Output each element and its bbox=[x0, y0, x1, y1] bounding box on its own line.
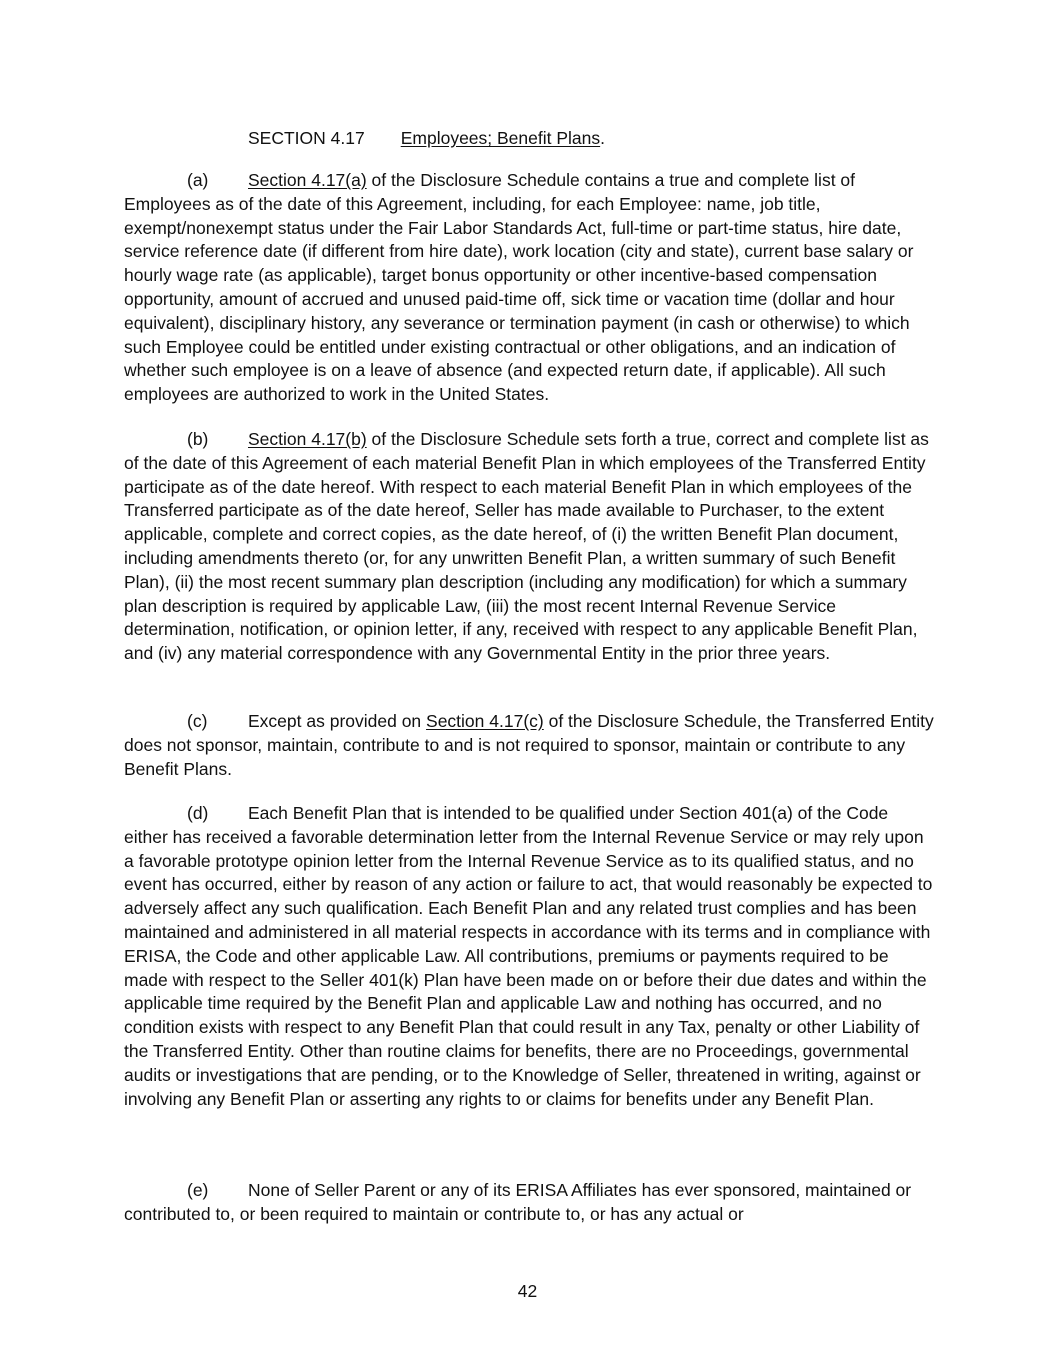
paragraph-c-pre-text: Except as provided on bbox=[248, 711, 427, 731]
section-number: SECTION 4.17 bbox=[248, 128, 365, 148]
paragraph-c bbox=[124, 710, 934, 781]
section-title: Employees; Benefit Plans bbox=[400, 128, 601, 148]
paragraph-b bbox=[124, 428, 934, 666]
paragraph-c-section-ref: Section 4.17(c) bbox=[426, 711, 544, 731]
paragraph-d-label: (d) bbox=[187, 803, 209, 823]
paragraph-d bbox=[124, 802, 934, 1111]
paragraph-b-section-ref: Section 4.17(b) bbox=[248, 429, 367, 449]
paragraph-c-label: (c) bbox=[187, 711, 208, 731]
section-heading bbox=[248, 126, 605, 150]
paragraph-a-label: (a) bbox=[187, 170, 209, 190]
paragraph-d-text: Each Benefit Plan that is intended to be qualified under Section 401(a) of the Code either has received a favorable determination letter from the Internal Revenue Service or may rely upon a favorable prototype opinion letter from the Internal Revenue Service as to its qualified status, and no event has occurred, either by reason of any action or failure to act, that would reasonably be expected to adversely affect any such qualification. Each Benefit Plan and any related trust complies and has been maintained and administered in all material respects in accordance with its terms and in compliance with ERISA, the Code and other applicable Law. All contributions, premiums or payments required to be made with respect to the Seller 401(k) Plan have been made on or before their due dates and within the applicable time required by the Benefit Plan and applicable Law and nothing has occurred, and no condition exists with respect to any Benefit Plan that could result in any Tax, penalty or other Liability of the Transferred Entity. Other than routine claims for benefits, there are no Proceedings, governmental audits or investigations that are pending, or to the Knowledge of Seller, threatened in writing, against or involving any Benefit Plan or asserting any rights to or claims for benefits under any Benefit Plan. bbox=[124, 803, 933, 1109]
paragraph-a bbox=[124, 169, 934, 407]
paragraph-a-text: of the Disclosure Schedule contains a true and complete list of Employees as of the date of this Agreement, including, for each Employee: name, job title, exempt/nonexempt status under the Fair Labor Standards Act, full-time or part-time status, hire date, service reference date (if different from hire date), work location (city and state), current base salary or hourly wage rate (as applicable), target bonus opportunity or other incentive-based compensation opportunity, amount of accrued and unused paid-time off, sick time or vacation time (dollar and hour equivalent), disciplinary history, any severance or termination payment (in cash or otherwise) to which such Employee could be entitled under existing contractual or other obligations, and an indication of whether such employee is on a leave of absence (and expected return date, if applicable). All such employees are authorized to work in the United States. bbox=[124, 170, 914, 405]
paragraph-b-text: of the Disclosure Schedule sets forth a true, correct and complete list as of the date of this Agreement of each material Benefit Plan in which employees of the Transferred Entity participate as of the date hereof. With respect to each material Benefit Plan in which employees of the Transferred participate as of the date hereof, Seller has made available to Purchaser, to the extent applicable, complete and correct copies, as the date hereof, of (i) the written Benefit Plan document, including amendments thereto (or, for any unwritten Benefit Plan, a written summary of such Benefit Plan), (ii) the most recent summary plan description (including any modification) for which a summary plan description is required by applicable Law, (iii) the most recent Internal Revenue Service determination, notification, or opinion letter, if any, received with respect to any applicable Benefit Plan, and (iv) any material correspondence with any Governmental Entity in the prior three years. bbox=[124, 429, 929, 664]
paragraph-a-section-ref: Section 4.17(a) bbox=[248, 170, 367, 190]
paragraph-c-text: of the Disclosure Schedule, the Transferred Entity does not sponsor, maintain, contribute to and is not required to sponsor, maintain or contribute to any Benefit Plans. bbox=[124, 711, 934, 779]
paragraph-b-label: (b) bbox=[187, 429, 209, 449]
paragraph-e-text: None of Seller Parent or any of its ERISA Affiliates has ever sponsored, maintained or contributed to, or been required to maintain or contribute to, or has any actual or bbox=[124, 1180, 912, 1224]
paragraph-e-label: (e) bbox=[187, 1180, 209, 1200]
section-title-period: . bbox=[600, 128, 606, 148]
page-number: 42 bbox=[517, 1281, 538, 1301]
paragraph-e bbox=[124, 1179, 934, 1227]
